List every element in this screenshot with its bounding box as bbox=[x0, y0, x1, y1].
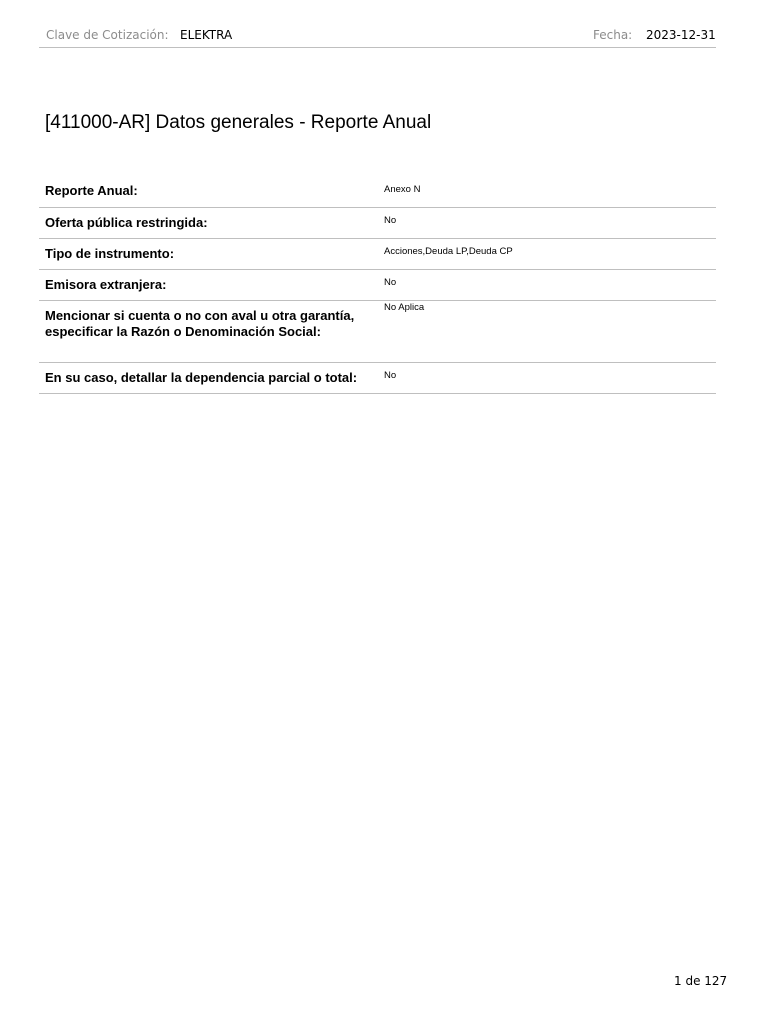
quote-key-label: Clave de Cotización: bbox=[46, 28, 169, 42]
table-row bbox=[39, 363, 716, 394]
row-label: Emisora extranjera: bbox=[45, 277, 167, 292]
quote-key-value: ELEKTRA bbox=[180, 28, 233, 42]
table-row bbox=[39, 239, 716, 270]
table-row bbox=[39, 208, 716, 239]
page-number: 1 de 127 bbox=[674, 974, 728, 988]
table-row bbox=[39, 270, 716, 301]
row-value: Acciones,Deuda LP,Deuda CP bbox=[384, 246, 513, 257]
row-value: No bbox=[384, 370, 397, 381]
date-label: Fecha: bbox=[593, 28, 633, 42]
row-value: No Aplica bbox=[384, 302, 425, 313]
page-header bbox=[39, 22, 716, 48]
table-row bbox=[39, 301, 716, 363]
row-label: Tipo de instrumento: bbox=[45, 246, 175, 261]
row-value: Anexo N bbox=[384, 184, 421, 195]
row-value: No bbox=[384, 277, 397, 288]
page-title: [411000-AR] Datos generales - Reporte Anual bbox=[45, 112, 432, 133]
table-row bbox=[39, 176, 716, 208]
row-value: No bbox=[384, 215, 397, 226]
row-label: Oferta pública restringida: bbox=[45, 215, 208, 230]
row-label: Reporte Anual: bbox=[45, 183, 138, 198]
date-value: 2023-12-31 bbox=[646, 28, 716, 42]
general-data-table bbox=[39, 176, 716, 394]
row-label: Mencionar si cuenta o no con aval u otra garantía, especificar la Razón o Denominación Social: bbox=[45, 308, 355, 339]
row-label: En su caso, detallar la dependencia parcial o total: bbox=[45, 370, 358, 385]
